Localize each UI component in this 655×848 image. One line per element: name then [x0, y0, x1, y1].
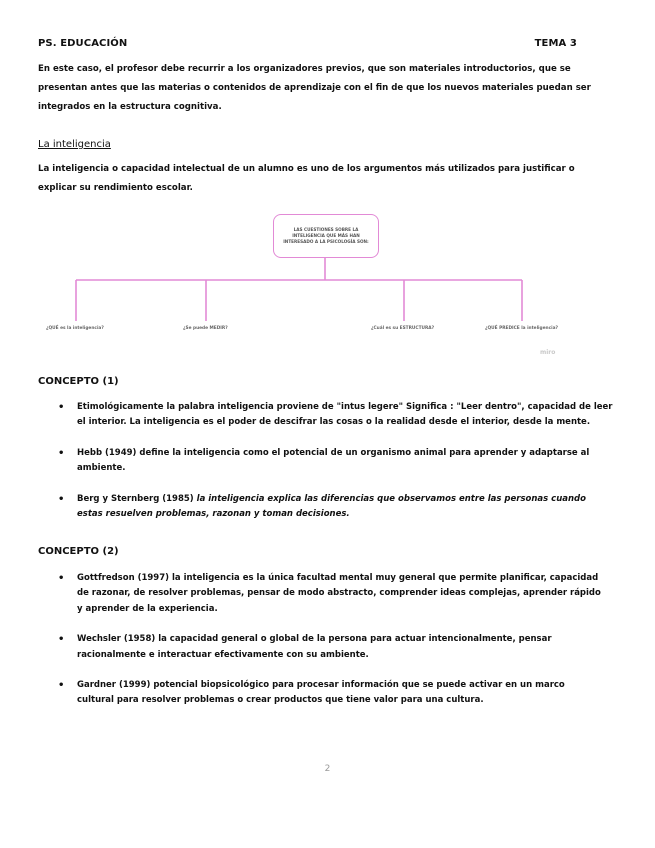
- item-line: y aprender de la experiencia.: [77, 603, 218, 614]
- inteligencia-line: La inteligencia o capacidad intelectual de un alumno es uno de los argumentos más utilizados para justificar o: [38, 164, 575, 174]
- list-item: [38, 632, 618, 663]
- item-line: Etimológicamente la palabra inteligencia proviene de "intus legere" Significa : "Leer dentro", capacidad de leer: [77, 402, 613, 412]
- concepto-1-list: [38, 400, 618, 522]
- item-italic-line: estas resuelven problemas, razonan y toman decisiones.: [77, 509, 350, 520]
- list-item: [38, 492, 618, 523]
- item-line: el interior. La inteligencia es el poder de descifrar las cosas o la realidad desde el interior, desde la mente.: [77, 417, 591, 428]
- item-author: Berg y Sternberg (1985): [77, 493, 197, 504]
- concepto-2-list: [38, 571, 618, 709]
- intro-line: En este caso, el profesor debe recurrir a los organizadores previos, que son materiales introductorios, que se: [38, 64, 571, 74]
- central-node-text: LAS CUESTIONES SOBRE LA INTELIGENCIA QUE MÁS HAN INTERESADO A LA PSICOLOGÍA SON:: [283, 227, 369, 244]
- intro-paragraph: [38, 60, 618, 117]
- inteligencia-line: explicar su rendimiento escolar.: [38, 183, 193, 193]
- bullet-icon: •: [58, 573, 65, 584]
- miro-watermark: miro: [540, 349, 556, 356]
- mind-map-central-node: [273, 214, 379, 258]
- item-line: ambiente.: [77, 463, 126, 474]
- item-line: racionalmente e interactuar efectivamente con su ambiente.: [77, 649, 369, 660]
- item-italic-text: la inteligencia explica las diferencias que observamos entre las personas cuando: [196, 493, 586, 504]
- list-item: [38, 571, 618, 617]
- item-line: cultural para resolver problemas o crear productos que tiene valor para una cultura.: [77, 695, 484, 706]
- header-topic: TEMA 3: [534, 38, 577, 49]
- list-item: [38, 678, 618, 709]
- concepto-2-title: CONCEPTO (2): [38, 546, 119, 557]
- branch-label-medir: ¿Se puede MEDIR?: [183, 326, 228, 331]
- item-line: Wechsler (1958) la capacidad general o global de la persona para actuar intencionalmente, pensar: [77, 634, 552, 645]
- branch-label-que-es: ¿QUÉ es la inteligencia?: [46, 326, 104, 331]
- item-line: Gardner (1999) potencial biopsicológico para procesar información que se puede activar en un marco: [77, 680, 565, 691]
- inteligencia-paragraph: [38, 160, 618, 198]
- item-line: [77, 492, 618, 507]
- concepto-1-title: CONCEPTO (1): [38, 376, 119, 387]
- bullet-icon: •: [58, 402, 65, 413]
- mind-map-diagram: [38, 210, 618, 360]
- list-item: [38, 400, 618, 431]
- intro-line: presentan antes que las materias o contenidos de aprendizaje con el fin de que los nuevos materiales puedan ser: [38, 83, 591, 93]
- bullet-icon: •: [58, 447, 65, 459]
- branch-label-estructura: ¿Cuál es su ESTRUCTURA?: [371, 326, 435, 331]
- item-line: Gottfredson (1997) la inteligencia es la única facultad mental muy general que permite planificar, capacidad: [77, 573, 599, 583]
- page-header: [38, 38, 577, 52]
- section-title-inteligencia: La inteligencia: [38, 139, 111, 150]
- intro-line: integrados en la estructura cognitiva.: [38, 102, 222, 112]
- bullet-icon: •: [58, 680, 65, 692]
- item-line: de razonar, de resolver problemas, pensar de modo abstracto, comprender ideas complejas, aprender rápido: [77, 588, 601, 599]
- bullet-icon: •: [58, 493, 65, 505]
- item-line: Hebb (1949) define la inteligencia como el potencial de un organismo animal para aprender y adaptarse al: [77, 447, 590, 458]
- bullet-icon: •: [58, 634, 65, 646]
- page-number: 2: [324, 764, 331, 774]
- header-subject: PS. EDUCACIÓN: [38, 38, 128, 49]
- list-item: [38, 446, 618, 477]
- branch-label-predice: ¿QUÉ PREDICE la inteligencia?: [485, 326, 558, 331]
